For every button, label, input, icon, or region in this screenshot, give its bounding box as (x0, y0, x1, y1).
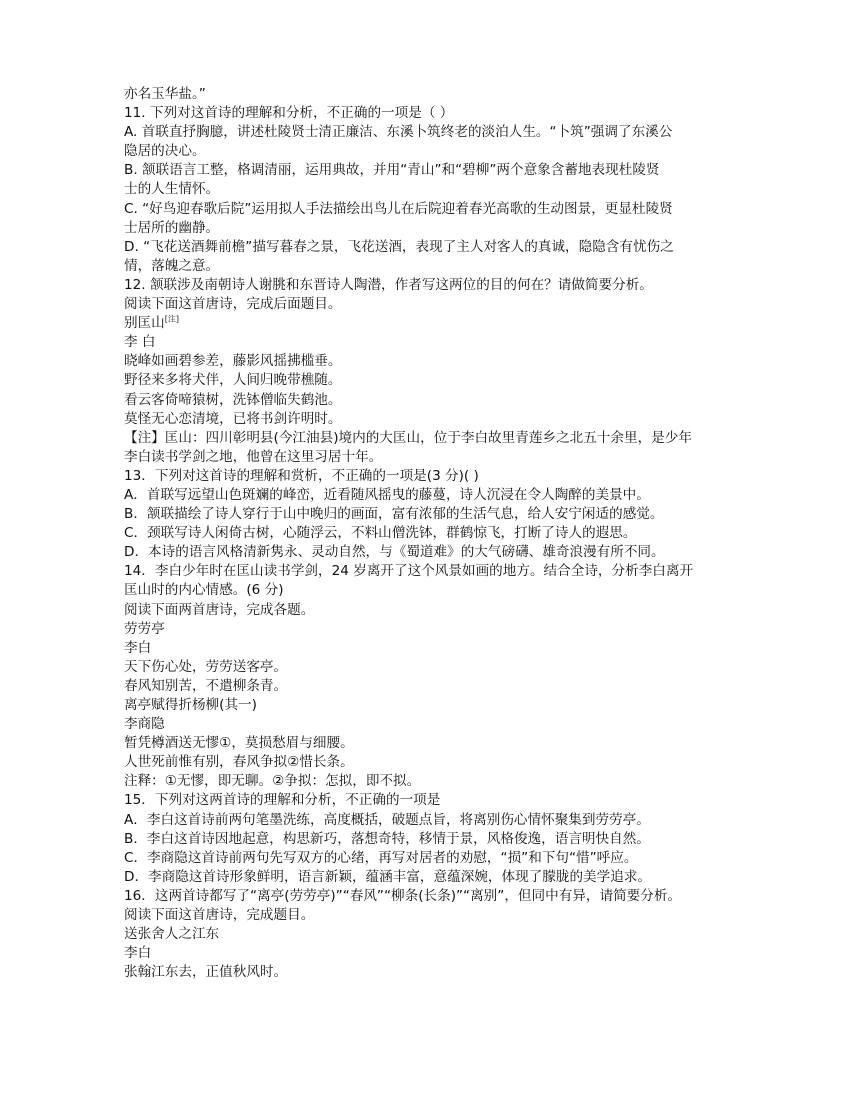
option-b: B．颔联描绘了诗人穿行于山中晚归的画面，富有浓郁的生活气息，给人安宁闲适的感觉。 (124, 506, 664, 523)
poem-line: 莫怪无心恋清境，已将书剑许明时。 (124, 410, 342, 427)
question-16: 16．这两首诗都写了“离亭(劳劳亭)”“春风”“柳条(长条)”“离别”，但同中有异，请简要分析。 (124, 887, 682, 904)
question-11: 11. 下列对这首诗的理解和分析，不正确的一项是（ ） (124, 105, 454, 122)
option-a: A．李白这首诗前两句笔墨洗练，高度概括，破题点旨，将离别伤心情怀聚集到劳劳亭。 (124, 811, 650, 828)
poem-title: 离亭赋得折杨柳(其一) (124, 697, 257, 713)
question-13: 13．下列对这首诗的理解和赏析，不正确的一项是(3 分)( ) (124, 467, 479, 484)
footnote-marker: [注] (164, 314, 180, 324)
text-line: 情，落魄之意。 (124, 257, 220, 274)
text-line: 亦名玉华盐。” (124, 86, 206, 102)
poem-author: 李商隐 (124, 716, 165, 733)
option-c: C. “好鸟迎春歌后院”运用拟人手法描绘出鸟儿在后院迎着春光高歌的生动图景，更显杜陵贤 (124, 200, 673, 217)
text-line: 匡山时的内心情感。(6 分) (124, 582, 284, 599)
poem-title: 送张舍人之江东 (124, 926, 220, 943)
poem-title (124, 314, 739, 333)
text-line: 隐居的决心。 (124, 143, 206, 160)
option-b: B．李白这首诗因地起意，构思新巧，落想奇特，移情于景，风格俊逸，语言明快自然。 (124, 830, 650, 847)
option-a: A. 首联直抒胸臆，讲述杜陵贤士清正廉洁、东溪卜筑终老的淡泊人生。“卜筑”强调了东溪公 (124, 124, 673, 141)
question-12: 12. 颔联涉及南朝诗人谢朓和东晋诗人陶潜，作者写这两位的目的何在？请做简要分析。 (124, 276, 653, 293)
option-a: A．首联写远望山色斑斓的峰峦，近看随风摇曳的藤蔓，诗人沉浸在令人陶醉的美景中。 (124, 486, 650, 503)
poem-author: 李白 (124, 639, 152, 656)
option-c: C．李商隐这首诗前两句先写双方的心绪，再写对居者的劝慰，“损”和下句“惜”呼应。 (124, 849, 638, 866)
option-c: C．颈联写诗人闲倚古树，心随浮云，不料山僧洗钵，群鹤惊飞，打断了诗人的遐思。 (124, 525, 637, 542)
annotation: 注释：①无憀，即无聊。②争拟：怎拟，即不拟。 (124, 773, 421, 790)
reading-instruction: 阅读下面这首唐诗，完成题目。 (124, 907, 315, 924)
text-line: 士居所的幽静。 (124, 219, 220, 236)
option-d: D. “飞花送酒舞前檐”描写暮春之景，飞花送酒，表现了主人对客人的真诚，隐隐含有忧伤之 (124, 238, 674, 255)
poem-author: 李 白 (124, 334, 156, 351)
poem-title: 劳劳亭 (124, 620, 165, 637)
poem-line: 人世死前惟有别，春风争拟②惜长条。 (124, 754, 354, 771)
poem-line: 天下伤心处，劳劳送客亭。 (124, 658, 288, 675)
question-15: 15．下列对这两首诗的理解和分析，不正确的一项是 (124, 792, 441, 809)
poem-line: 野径来多将犬伴，人间归晚带樵随。 (124, 372, 342, 389)
text-line: 李白读书学剑之地，他曾在这里习居十年。 (124, 448, 383, 465)
document-body (124, 85, 739, 982)
poem-line: 看云客倚啼猿树，洗钵僧临失鹤池。 (124, 391, 342, 408)
option-d: D．李商隐这首诗形象鲜明，语言新颖，蕴涵丰富，意蕴深婉，体现了朦胧的美学追求。 (124, 868, 652, 885)
poem-line: 暂凭樽酒送无憀①，莫损愁眉与细腰。 (124, 735, 354, 752)
poem-author: 李白 (124, 945, 152, 962)
poem-line: 晓峰如画碧参差，藤影风摇拂槛垂。 (124, 353, 342, 370)
poem-line: 张翰江东去，正值秋风时。 (124, 964, 288, 981)
reading-instruction: 阅读下面这首唐诗，完成后面题目。 (124, 296, 342, 313)
option-d: D．本诗的语言风格清新隽永、灵动自然，与《蜀道难》的大气磅礴、雄奇浪漫有所不同。 (124, 544, 665, 561)
text-line: 士的人生情怀。 (124, 181, 220, 198)
footnote: 【注】匡山：四川彰明县(今江油县)境内的大匡山，位于李白故里青莲乡之北五十余里，是少年 (124, 429, 692, 446)
option-b: B. 颔联语言工整，格调清丽，运用典故，并用“青山”和“碧柳”两个意象含蓄地表现杜陵贤 (124, 162, 660, 179)
poem-line: 春风知别苦，不遣柳条青。 (124, 677, 288, 694)
question-14: 14．李白少年时在匡山读书学剑，24 岁离开了这个风景如画的地方。结合全诗，分析李白离开 (124, 563, 694, 580)
reading-instruction: 阅读下面两首唐诗，完成各题。 (124, 601, 315, 618)
poem-title-text: 别匡山 (124, 315, 165, 332)
